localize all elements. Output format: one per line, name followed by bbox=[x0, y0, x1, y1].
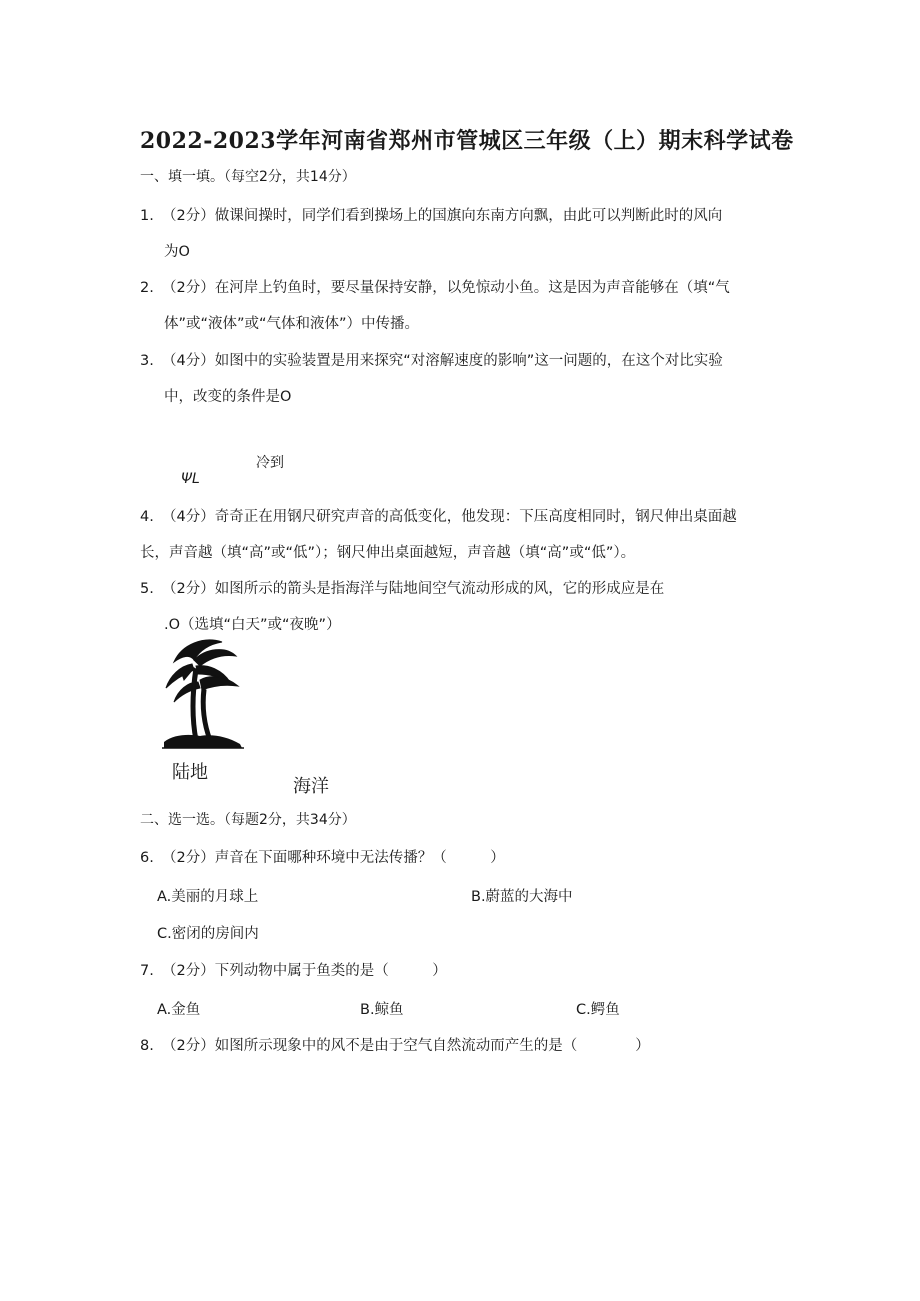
section-1-heading: 一、填一填。（每空2分，共14分） bbox=[140, 169, 356, 185]
question-5-line2: .O（选填“白天”或“夜晚”） bbox=[164, 617, 341, 633]
question-4-line2: 长，声音越（填“高”或“低”）；钢尺伸出桌面越短，声音越（填“高”或“低”）。 bbox=[140, 545, 636, 561]
palm-tree-illustration bbox=[160, 634, 244, 752]
question-7-number: 7. bbox=[140, 963, 154, 979]
question-3-number: 3. bbox=[140, 353, 154, 369]
question-8-number: 8. bbox=[140, 1038, 154, 1054]
question-4-line1: 4. （4分）奇奇正在用钢尺研究声音的高低变化，他发现：下压高度相同时，钢尺伸出桌面越 bbox=[140, 509, 737, 525]
question-3-line1: 3. （4分）如图中的实验装置是用来探究“对溶解速度的影响”这一问题的，在这个对比实验 bbox=[140, 353, 723, 369]
question-6-number: 6. bbox=[140, 850, 154, 866]
figure-5-label-land: 陆地 bbox=[172, 762, 208, 783]
question-4-number: 4. bbox=[140, 509, 154, 525]
question-5-number: 5. bbox=[140, 581, 154, 597]
question-6-option-a[interactable]: A.美丽的月球上 bbox=[157, 889, 259, 905]
question-8: 8. （2分）如图所示现象中的风不是由于空气自然流动而产生的是（ ） bbox=[140, 1038, 650, 1054]
page-title: 2022-2023学年河南省郑州市管城区三年级（上）期末科学试卷 bbox=[140, 128, 794, 154]
section-2-heading: 二、选一选。（每题2分，共34分） bbox=[140, 812, 356, 828]
question-7-option-a[interactable]: A.金鱼 bbox=[157, 1002, 201, 1018]
question-2-line1: 2. （2分）在河岸上钓鱼时，要尽量保持安静，以免惊动小鱼。这是因为声音能够在（填“气 bbox=[140, 280, 730, 296]
question-6: 6. （2分）声音在下面哪种环境中无法传播？（ ） bbox=[140, 850, 505, 866]
figure-3-label-psi: ΨL bbox=[181, 471, 200, 487]
question-1-line2: 为O bbox=[164, 244, 190, 260]
question-2-number: 2. bbox=[140, 280, 154, 296]
figure-3-label-cold: 冷到 bbox=[256, 455, 284, 471]
question-5-line1: 5. （2分）如图所示的箭头是指海洋与陆地间空气流动形成的风，它的形成应是在 bbox=[140, 581, 665, 597]
question-7-option-c[interactable]: C.鳄鱼 bbox=[576, 1002, 620, 1018]
question-6-option-b[interactable]: B.蔚蓝的大海中 bbox=[471, 889, 573, 905]
question-6-option-c[interactable]: C.密闭的房间内 bbox=[157, 926, 259, 942]
question-1-line1: 1. （2分）做课间操时，同学们看到操场上的国旗向东南方向飘，由此可以判断此时的风向 bbox=[140, 208, 723, 224]
question-7: 7. （2分）下列动物中属于鱼类的是（ ） bbox=[140, 963, 447, 979]
question-2-line2: 体”或“液体”或“气体和液体”）中传播。 bbox=[164, 316, 420, 332]
figure-5-label-sea: 海洋 bbox=[293, 776, 329, 797]
question-7-option-b[interactable]: B.鲸鱼 bbox=[360, 1002, 404, 1018]
question-1-number: 1. bbox=[140, 208, 154, 224]
question-3-line2: 中，改变的条件是O bbox=[164, 389, 292, 405]
